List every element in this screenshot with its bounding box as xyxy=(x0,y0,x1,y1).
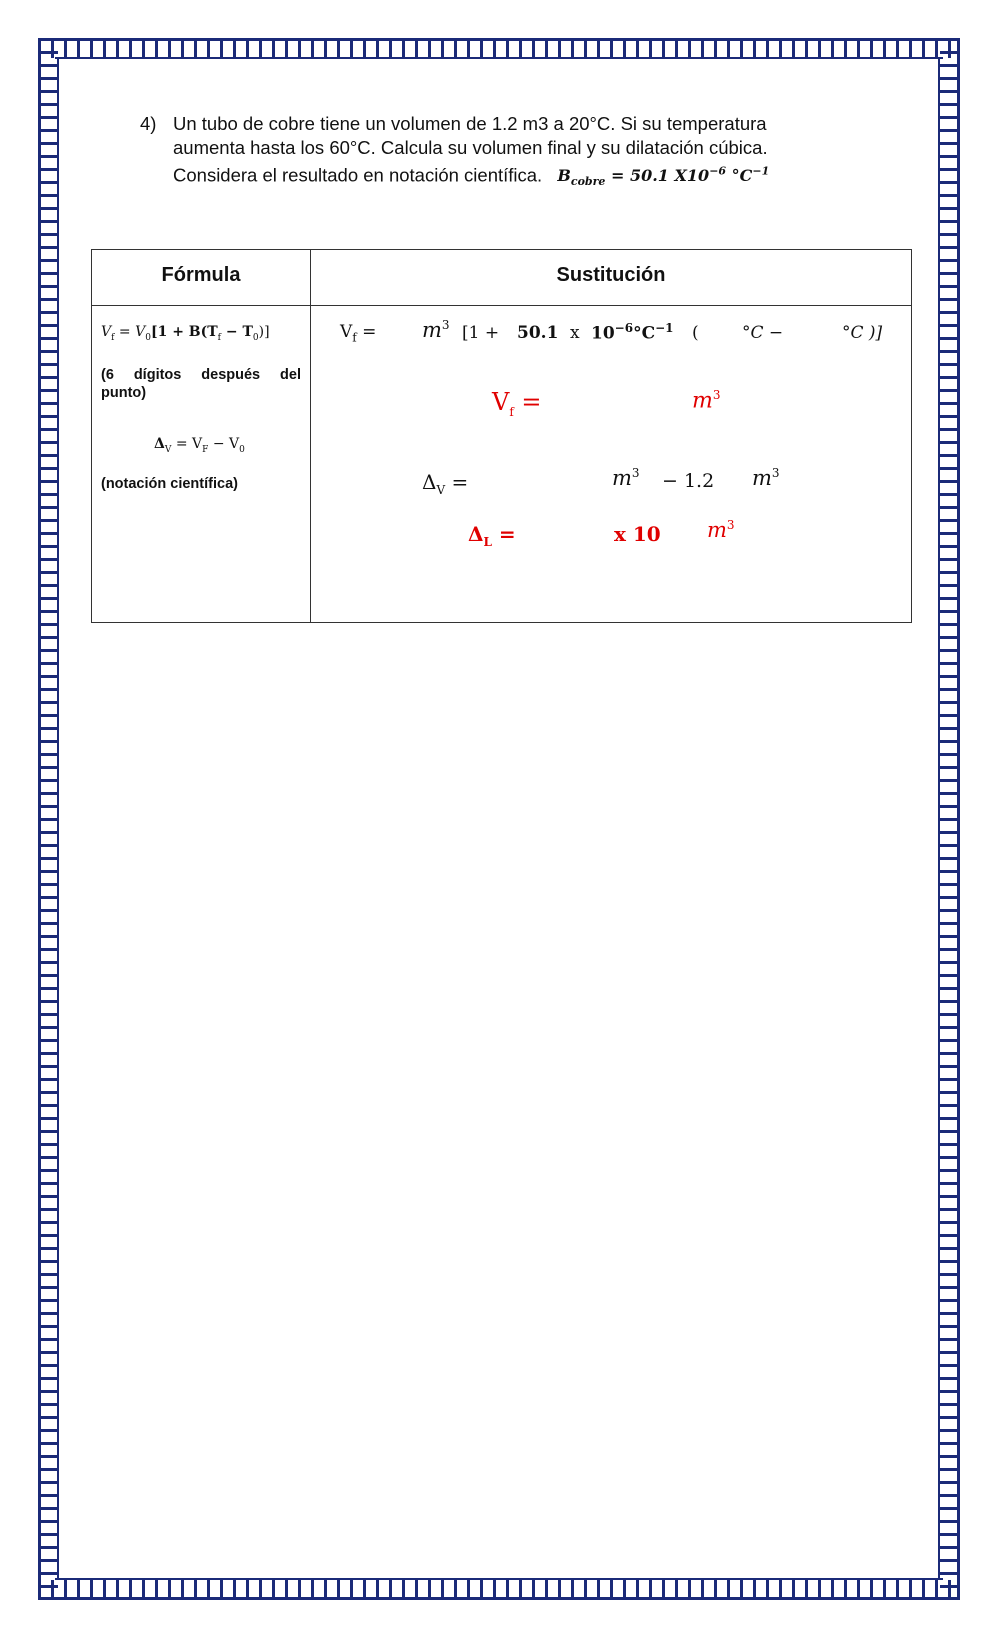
dl-label: Δ xyxy=(468,522,484,546)
answer-vf-label xyxy=(492,388,542,419)
coef-subscript: cobre xyxy=(570,175,606,189)
answer-dl-power: x 10 xyxy=(614,522,661,546)
subst-line1-m3 xyxy=(422,318,450,342)
question-text-wrap xyxy=(173,112,823,195)
subst-line1-paren: ( xyxy=(692,323,699,343)
dv-eq: = xyxy=(445,470,469,494)
subst-line1-deg1: °C − xyxy=(742,323,784,343)
vf-eq: = xyxy=(513,388,542,416)
dl-eq: = xyxy=(491,522,516,546)
subst-line1-coef: 50.1 xyxy=(517,323,559,343)
dv-m1: m xyxy=(612,466,632,490)
coef-unit-exponent: −1 xyxy=(752,165,770,178)
coef-value: = 50.1 X10 xyxy=(610,166,710,186)
f2-rhs-b: − V xyxy=(208,436,240,452)
f1-lhs: V xyxy=(101,324,112,340)
answer-dl-unit xyxy=(707,518,735,542)
f1-rhs-a: = V xyxy=(114,324,146,340)
answer-vf-unit xyxy=(692,388,721,413)
subst-dv-label xyxy=(422,470,468,497)
coef-symbol: B xyxy=(557,166,571,186)
table-divider xyxy=(92,305,911,306)
border-line xyxy=(938,57,940,1580)
subst-vf-label xyxy=(340,322,376,344)
digits-note: (6 dígitos después del punto) xyxy=(101,367,301,401)
border-line xyxy=(55,57,943,59)
dv-m2-exp: 3 xyxy=(771,466,780,480)
vf-sub: f xyxy=(509,404,514,419)
f1-rhs-a-sub: 0 xyxy=(145,332,151,343)
m-unit-exp: 3 xyxy=(441,318,450,332)
ten-exp: −6 xyxy=(614,321,634,335)
subst-line1-eq: = xyxy=(356,322,377,342)
f2-rhs-a-sub: F xyxy=(202,444,209,455)
dv-m2: m xyxy=(752,466,772,490)
border-line xyxy=(957,38,960,1600)
subst-line1-x: x xyxy=(570,323,580,343)
vf-label: V xyxy=(492,388,510,416)
f1-rhs-d: )] xyxy=(258,324,270,340)
volume-change-formula xyxy=(154,436,245,455)
subst-dv-minus: − 1.2 xyxy=(662,470,715,492)
decorative-border-left xyxy=(38,38,58,1600)
question-number: 4) xyxy=(140,113,157,134)
header-formula: Fórmula xyxy=(161,264,241,286)
unit-exp: −1 xyxy=(655,321,674,335)
subst-dv-m2 xyxy=(752,466,780,490)
question-text: Un tubo de cobre tiene un volumen de 1.2 m3 a 20°C. Si su temperatura aumenta hasta los 60°C. Calcula su volumen final y su dilatación cúbica. Considera el resultado en notación científica. xyxy=(173,113,768,186)
dv-m1-exp: 3 xyxy=(631,466,640,480)
f1-rhs-c-sub: 0 xyxy=(252,332,259,343)
dl-m: m xyxy=(707,518,727,542)
vf-m: m xyxy=(692,388,713,414)
subst-line1-power xyxy=(591,321,674,344)
f2-lhs: Δ xyxy=(154,436,165,452)
ten: 10 xyxy=(591,323,615,344)
subst-line1-bracket: [1 + xyxy=(462,323,500,343)
copper-coefficient xyxy=(557,165,770,189)
answer-dl-label xyxy=(468,522,516,549)
scientific-notation-note: (notación científica) xyxy=(101,476,238,492)
dv-sub: V xyxy=(436,483,446,497)
border-line xyxy=(55,1578,943,1580)
header-substitution: Sustitución xyxy=(556,264,666,286)
final-volume-formula xyxy=(101,324,270,343)
subst-line1-deg2: °C )] xyxy=(842,323,883,343)
border-line xyxy=(57,57,59,1580)
border-line xyxy=(38,1597,960,1600)
subst-line1-lhs: V xyxy=(340,322,353,342)
unit: °C xyxy=(633,323,656,344)
subst-dv-m1 xyxy=(612,466,640,490)
f1-rhs-c: − T xyxy=(221,324,253,340)
f1-lhs-sub: f xyxy=(111,332,115,343)
f2-lhs-sub: V xyxy=(164,444,172,455)
border-line xyxy=(38,38,960,41)
m-unit: m xyxy=(422,318,442,342)
formula-table xyxy=(91,249,912,623)
f1-rhs-b: [1 + B(T xyxy=(150,324,218,340)
vf-m-exp: 3 xyxy=(712,388,721,402)
subst-line1-lhs-sub: f xyxy=(352,330,357,345)
decorative-border-top xyxy=(38,38,960,58)
coef-exponent: −6 xyxy=(709,165,727,178)
f2-rhs-a: = V xyxy=(171,436,203,452)
dl-sub: L xyxy=(483,535,492,549)
dl-m-exp: 3 xyxy=(726,518,735,532)
coef-unit: °C xyxy=(731,166,753,186)
dv-label: Δ xyxy=(422,470,437,494)
f2-rhs-b-sub: 0 xyxy=(239,444,245,455)
f1-rhs-b-sub: f xyxy=(217,332,222,343)
border-line xyxy=(38,38,41,1600)
